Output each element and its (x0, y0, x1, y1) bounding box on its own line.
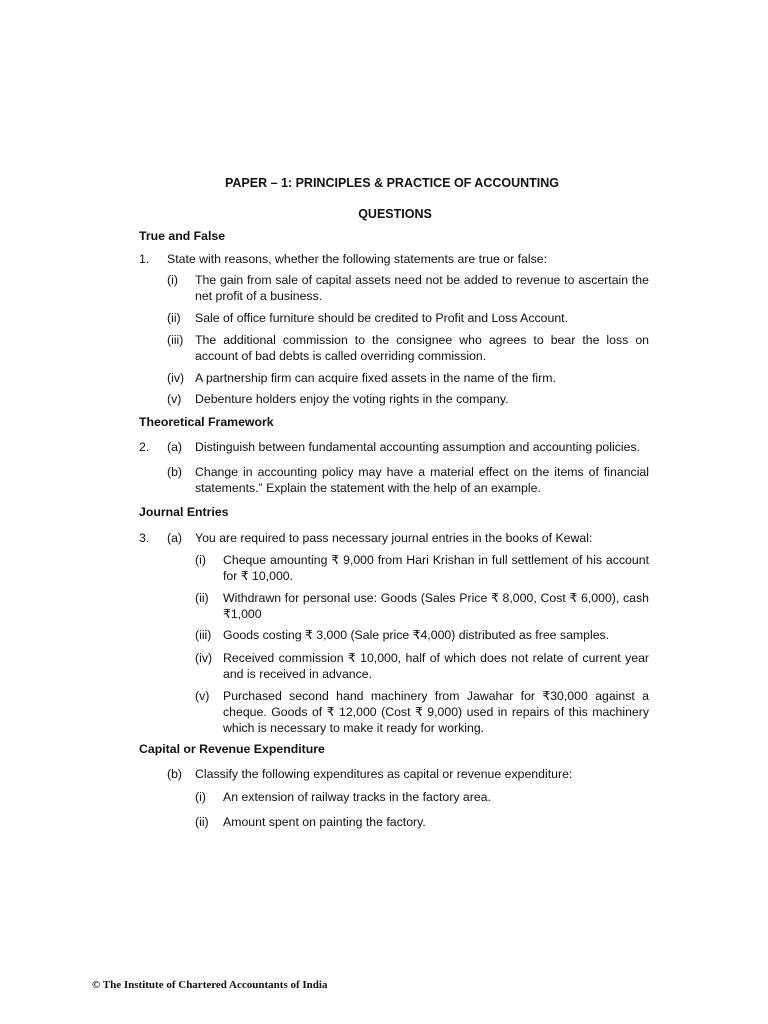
item-text: Received commission ₹ 10,000, half of which does not relate of current year and is received in advance. (223, 651, 649, 681)
item-text: Debenture holders enjoy the voting rights in the company. (195, 392, 509, 406)
item-label: (iii) (195, 628, 212, 642)
item-label: (iv) (195, 651, 213, 665)
copyright-footer: © The Institute of Chartered Accountants of India (92, 979, 328, 991)
item-label: (ii) (195, 815, 209, 829)
questions-heading: QUESTIONS (358, 207, 432, 221)
section-heading-capital-revenue: Capital or Revenue Expenditure (139, 742, 325, 756)
question-number: 3. (139, 531, 150, 545)
item-label: (i) (195, 553, 206, 567)
question-number: 1. (139, 252, 150, 266)
item-text: Cheque amounting ₹ 9,000 from Hari Krishan in full settlement of his account for ₹ 10,000. (223, 553, 649, 583)
item-text: The additional commission to the consignee who agrees to bear the loss on account of bad debts is called overriding commission. (195, 333, 649, 363)
item-text: Change in accounting policy may have a material effect on the items of financial statements.” Explain the statement with the help of an example. (195, 465, 649, 495)
question-text: State with reasons, whether the following statements are true or false: (167, 252, 548, 266)
item-label: (b) (167, 465, 183, 479)
question-number: 2. (139, 440, 150, 454)
part-text: Classify the following expenditures as capital or revenue expenditure: (195, 767, 573, 781)
item-label: (i) (167, 273, 178, 287)
item-text: Distinguish between fundamental accounting assumption and accounting policies. (195, 440, 641, 454)
item-label: (iv) (167, 371, 185, 385)
item-text: A partnership firm can acquire fixed assets in the name of the firm. (195, 371, 556, 385)
item-label: (v) (195, 689, 210, 703)
part-label: (a) (167, 531, 183, 545)
item-label: (iii) (167, 333, 184, 347)
paper-title: PAPER – 1: PRINCIPLES & PRACTICE OF ACCOUNTING (224, 176, 560, 190)
item-text: An extension of railway tracks in the factory area. (223, 790, 491, 804)
item-label: (v) (167, 392, 182, 406)
item-text: Purchased second hand machinery from Jawahar for ₹30,000 against a cheque. Goods of ₹ 12,000 (Cost ₹ 9,000) used in repairs of this machinery which is necessary to make it ready for working. (223, 689, 649, 735)
section-heading-true-false: True and False (139, 229, 226, 243)
item-label: (a) (167, 440, 183, 454)
item-text: The gain from sale of capital assets need not be added to revenue to ascertain the net profit of a business. (195, 273, 649, 303)
item-text: Goods costing ₹ 3,000 (Sale price ₹4,000) distributed as free samples. (223, 628, 610, 642)
item-text: Withdrawn for personal use: Goods (Sales Price ₹ 8,000, Cost ₹ 6,000), cash ₹1,000 (223, 591, 649, 621)
section-heading-journal: Journal Entries (139, 505, 229, 519)
item-label: (ii) (167, 311, 181, 325)
section-heading-theoretical: Theoretical Framework (139, 415, 274, 429)
item-text: Sale of office furniture should be credited to Profit and Loss Account. (195, 311, 569, 325)
part-label: (b) (167, 767, 183, 781)
item-label: (ii) (195, 591, 209, 605)
part-text: You are required to pass necessary journal entries in the books of Kewal: (195, 531, 593, 545)
item-label: (i) (195, 790, 206, 804)
item-text: Amount spent on painting the factory. (223, 815, 426, 829)
